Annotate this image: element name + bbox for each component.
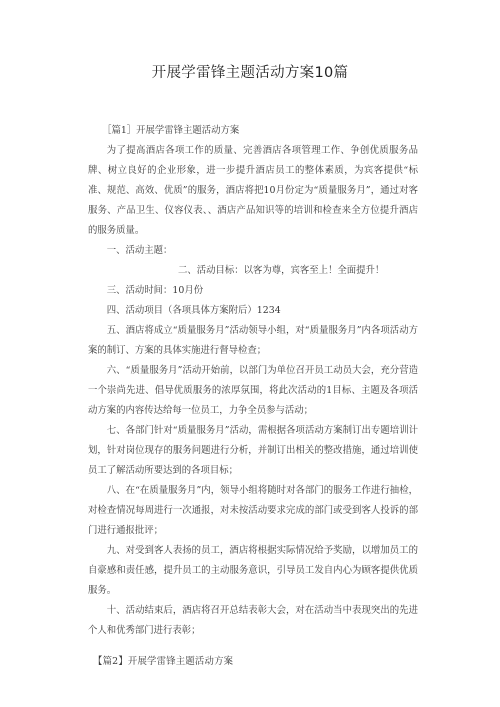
section-1-heading: ［篇1］开展学雷锋主题活动方案: [102, 125, 240, 136]
item-8-inspection: 八、在“在质量服务月”内，领导小组将随时对各部门的服务工作进行抽检，对检查情况每周进行一次通报，对未按活动要求完成的部门或受到客人投诉的部门进行通报批评；: [88, 485, 418, 536]
item-2-goal: 二、活动目标：以客为尊，宾客至上！全面提升！: [178, 265, 385, 276]
item-3-time: 三、活动时间：10月份: [106, 285, 204, 296]
item-5-leadership: 五、酒店将成立“质量服务月”活动领导小组，对“质量服务月”内各项活动方案的制订、方案的具体实施进行督导检查；: [88, 325, 418, 356]
item-1-theme: 一、活动主题：: [106, 245, 173, 256]
document-body: [88, 121, 418, 641]
intro-paragraph: 为了提高酒店各项工作的质量、完善酒店各项管理工作、争创优质服务品牌、树立良好的企业形象，进一步提升酒店员工的整体素质，为宾客提供“标准、规范、高效、优质”的服务，酒店将把10月份定为“质量服务月”，通过对客服务、产品卫生、仪容仪表、、酒店产品知识等的培训和检查来全方位提升酒店的服务质量。: [88, 145, 418, 236]
item-7-training: 七、各部门针对“质量服务月”活动，需根据各项活动方案制订出专题培训计划，针对岗位现存的服务问题进行分析，并制订出相关的整改措施，通过培训使员工了解活动所要达到的各项目标；: [88, 425, 418, 476]
item-9-rewards: 九、对受到客人表扬的员工，酒店将根据实际情况给予奖励，以增加员工的自豪感和责任感，提升员工的主动服务意识，引导员工发自内心为顾客提供优质服务。: [88, 545, 418, 596]
document-title: 开展学雷锋主题活动方案10篇: [151, 65, 349, 81]
item-6-mobilization: 六、“质量服务月”活动开始前，以部门为单位召开员工动员大会，充分营造一个崇尚先进、倡导优质服务的浓厚氛围，将此次活动的1目标、主题及各项活动方案的内容传达给每一位员工，力争全员参与活动；: [88, 365, 418, 416]
item-4-projects: 四、活动项目（各项具体方案附后）1234: [106, 305, 281, 316]
section-2-heading: 【篇2】开展学雷锋主题活动方案: [93, 656, 234, 667]
item-10-summary: 十、活动结束后，酒店将召开总结表彰大会，对在活动当中表现突出的先进个人和优秀部门进行表彰；: [88, 605, 418, 636]
